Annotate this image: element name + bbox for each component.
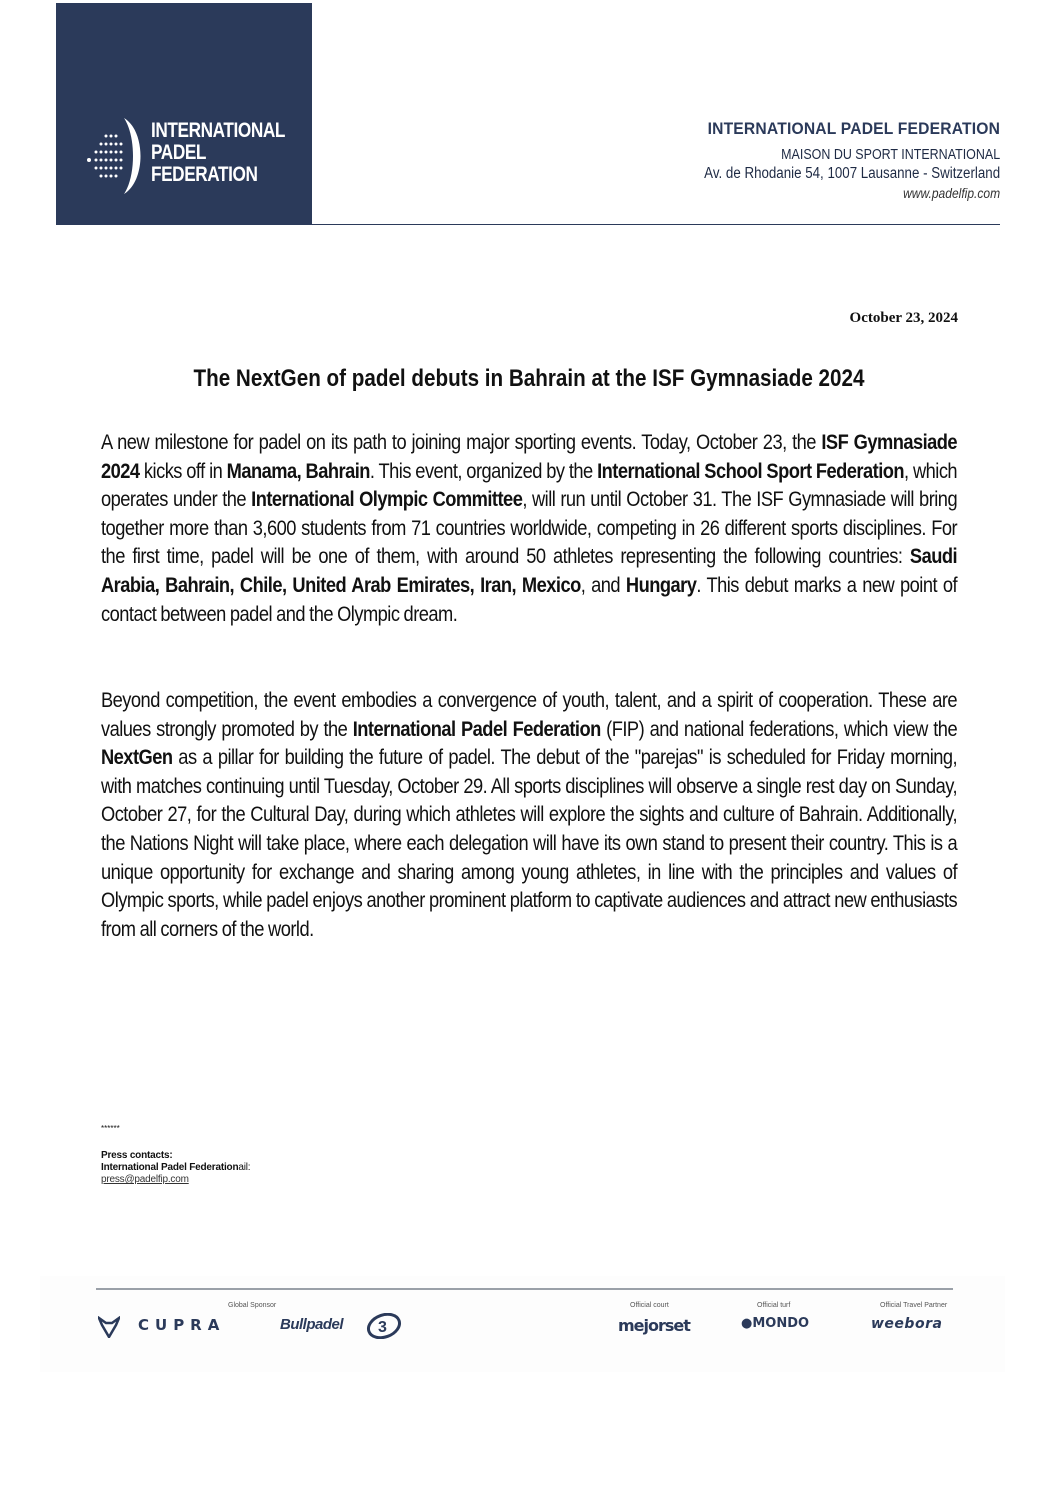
official-court-label: Official court — [630, 1302, 669, 1309]
official-travel-label: Official Travel Partner — [880, 1302, 948, 1309]
bold-phrase: NextGen — [101, 746, 173, 770]
logo-line: INTERNATIONAL — [151, 119, 286, 142]
weebora-logo: weebora — [871, 1316, 943, 1332]
text-run: (FIP) and national federations, which view the — [600, 717, 958, 741]
mondo-text: MONDO — [752, 1316, 810, 1331]
text-run: as a pillar for building the future of padel. The debut of the "parejas" is scheduled for Friday morning, with matches continuing until Tuesday, October 29. All sports disciplines will observe a single rest day on Sunday, October 27, for the Cultural Day, during which athletes will explore the sights and culture of Bahrain. Additionally, the Nations Night will take place, where each delegation will have its own stand to present their country. This is a unique opportunity for exchange and sharing among young athletes, in line with the principles and values of Olympic sports, while padel enjoys another prominent platform to captivate audiences and attract new enthusiasts from all corners of the world. — [101, 746, 958, 941]
svg-text:3: 3 — [378, 1319, 387, 1336]
logo-wordmark — [151, 120, 285, 186]
text-run: , which operates under the — [101, 459, 958, 512]
bullpadel-3-icon — [366, 1313, 402, 1339]
logo-line: FEDERATION — [151, 163, 258, 186]
bold-phrase: ISF Gymnasiade 2024 — [101, 431, 958, 483]
bullpadel-logo: Bullpadel — [280, 1316, 344, 1333]
separator: ****** — [101, 1124, 120, 1133]
text-run: kicks off in — [139, 459, 227, 483]
text-run: . This event, organized by the — [369, 459, 598, 483]
header-divider — [312, 224, 1000, 225]
bold-phrase: International School Sport Federation — [597, 459, 905, 483]
cupra-logo: CUPRA — [138, 1316, 226, 1334]
press-release-date: October 23, 2024 — [849, 310, 958, 326]
text-run: . This debut marks a new point of contact between padel and the Olympic dream. — [101, 573, 958, 626]
body-paragraph-1 — [101, 429, 957, 629]
official-turf-label: Official turf — [757, 1302, 791, 1309]
body-paragraph-2 — [101, 687, 957, 944]
text-run: Beyond competition, the event embodies a convergence of youth, talent, and a spirit of cooperation. These are values strongly promoted by the — [101, 689, 958, 741]
mejorset-logo: mejorset — [618, 1316, 690, 1335]
press-contacts-label: Press contacts: — [101, 1150, 173, 1161]
org-name: INTERNATIONAL PADEL FEDERATION — [707, 119, 1000, 138]
mondo-logo — [741, 1316, 809, 1331]
press-org: International Padel Federation — [101, 1162, 239, 1173]
website-link[interactable]: www.padelfip.com — [902, 185, 1000, 201]
press-release-title: The NextGen of padel debuts in Bahrain at the ISF Gymnasiade 2024 — [193, 365, 865, 392]
bold-phrase: Hungary — [625, 573, 697, 597]
bold-phrase: International Padel Federation — [352, 717, 601, 741]
building-name: MAISON DU SPORT INTERNATIONAL — [781, 147, 1000, 163]
text-run: , will run until October 31. The ISF Gymnasiade will bring together more than 3,600 students from 71 countries worldwide, competing in 26 different sports disciplines. For the first time, padel will be one of them, with around 50 athletes representing the following countries: — [101, 488, 958, 569]
press-email-link[interactable]: press@padelfip.com — [101, 1174, 189, 1185]
footer-divider — [96, 1288, 953, 1290]
press-org-suffix: ail: — [238, 1162, 251, 1173]
fip-logo-icon — [84, 116, 144, 196]
bold-phrase: Manama, Bahrain — [226, 459, 370, 483]
logo-line: PADEL — [151, 141, 207, 164]
cupra-logo-icon — [98, 1316, 120, 1338]
mondo-mark-icon: ● — [741, 1316, 753, 1331]
press-contacts — [101, 1150, 250, 1186]
bold-phrase: Saudi Arabia, Bahrain, Chile, United Arab Emirates, Iran, Mexico — [101, 545, 958, 597]
global-sponsor-label: Global Sponsor — [228, 1302, 277, 1309]
bold-phrase: International Olympic Committee — [251, 488, 523, 512]
letterhead-info — [656, 119, 1000, 201]
address: Av. de Rhodanie 54, 1007 Lausanne - Switzerland — [704, 165, 1000, 182]
text-run: A new milestone for padel on its path to joining major sporting events. Today, October 23, the — [101, 431, 822, 454]
text-run: , and — [580, 573, 626, 597]
fip-logo-block — [56, 3, 312, 225]
